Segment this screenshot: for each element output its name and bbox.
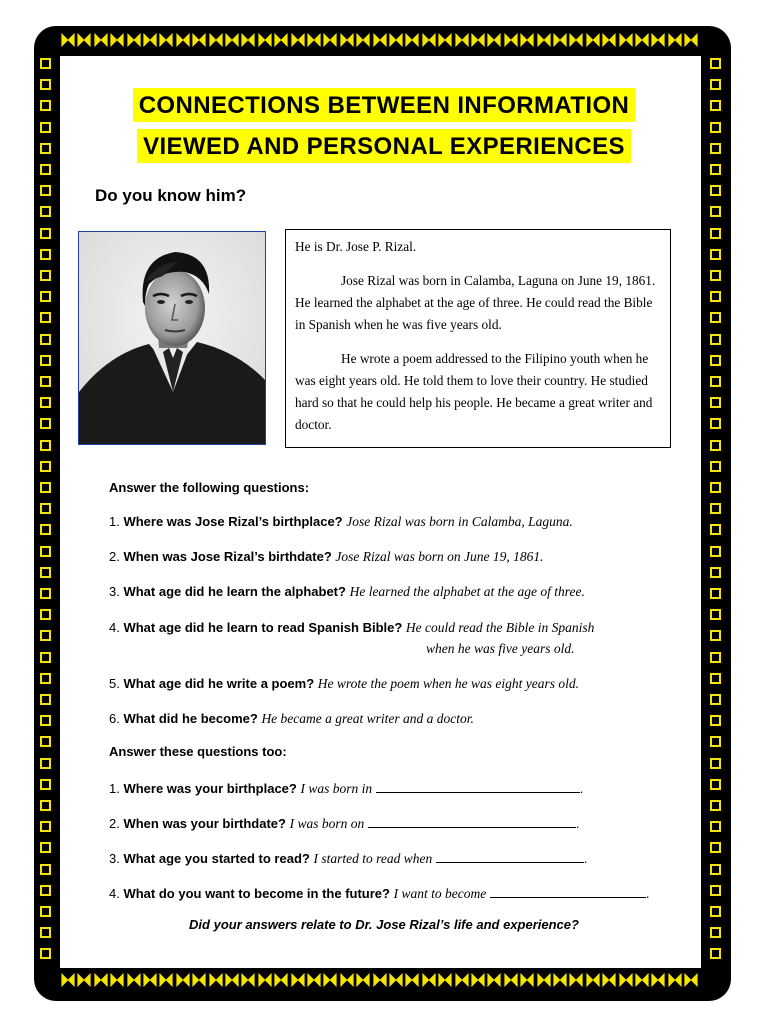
question-text: When was Jose Rizal’s birthdate? (123, 549, 332, 564)
border-square (710, 355, 721, 366)
border-ornament (486, 30, 502, 50)
border-ornament (667, 30, 683, 50)
border-square (40, 334, 51, 345)
border-ornament (454, 30, 470, 50)
border-ornament (552, 970, 568, 990)
border-square (710, 758, 721, 769)
answer-text: He learned the alphabet at the age of three. (349, 584, 585, 599)
question-number: 1. (109, 781, 120, 796)
answer-text: Jose Rizal was born on June 19, 1861. (335, 549, 544, 564)
answer-prompt: I started to read when (313, 851, 433, 866)
border-square (710, 524, 721, 535)
title-line-1: CONNECTIONS BETWEEN INFORMATION (133, 88, 636, 122)
question-number: 1. (109, 514, 120, 529)
border-ornament (388, 970, 404, 990)
border-ornament (76, 970, 92, 990)
section1-heading: Answer the following questions: (109, 480, 310, 495)
border-ornament (470, 30, 486, 50)
border-ornament (126, 970, 142, 990)
border-ornament (109, 30, 125, 50)
personal-question-item: 2. When was your birthdate? I was born on . (109, 816, 580, 831)
border-ornament (322, 30, 338, 50)
border-square (710, 864, 721, 875)
section2-heading: Answer these questions too: (109, 744, 287, 759)
border-ornament (175, 30, 191, 50)
border-square (40, 418, 51, 429)
border-ornament (667, 970, 683, 990)
border-square (40, 355, 51, 366)
border-ornament (585, 970, 601, 990)
border-ornament (568, 30, 584, 50)
border-square (710, 906, 721, 917)
border-ornament (142, 970, 158, 990)
border-ornament (519, 30, 535, 50)
border-square (40, 715, 51, 726)
border-square (710, 249, 721, 260)
border-ornament (76, 30, 92, 50)
answer-text: He became a great writer and a doctor. (261, 711, 474, 726)
border-square (40, 758, 51, 769)
border-square (40, 376, 51, 387)
worksheet-title (0, 88, 768, 163)
border-square (710, 291, 721, 302)
personal-question-item: 4. What do you want to become in the future? I want to become . (109, 886, 650, 901)
border-ornament (634, 970, 650, 990)
question-number: 6. (109, 711, 120, 726)
border-ornament (175, 970, 191, 990)
border-ornament (93, 970, 109, 990)
border-square (710, 821, 721, 832)
border-ornament (683, 970, 699, 990)
question-item (109, 549, 544, 565)
border-ornament (568, 970, 584, 990)
border-ornament (126, 30, 142, 50)
border-ornament (601, 970, 617, 990)
border-square (40, 588, 51, 599)
question-item (109, 514, 573, 530)
border-ornament (158, 30, 174, 50)
border-square (710, 885, 721, 896)
question-text: What do you want to become in the future? (123, 886, 390, 901)
right-square-border (710, 58, 726, 964)
border-ornament (142, 30, 158, 50)
border-square (710, 334, 721, 345)
border-square (710, 185, 721, 196)
bio-paragraph-2: He wrote a poem addressed to the Filipino youth when he was eight years old. He told them to love their country. He studied hard so that he could help his people. He became a great writer and doctor. (295, 351, 653, 432)
border-ornament (618, 970, 634, 990)
border-square (710, 609, 721, 620)
border-square (40, 397, 51, 408)
border-square (710, 440, 721, 451)
border-ornament (650, 970, 666, 990)
border-square (40, 630, 51, 641)
answer-prompt: I was born on (289, 816, 365, 831)
border-square (40, 291, 51, 302)
border-square (40, 461, 51, 472)
border-square (40, 546, 51, 557)
question-item (109, 676, 579, 692)
border-square (710, 546, 721, 557)
answer-blank[interactable] (490, 885, 646, 898)
border-square (40, 652, 51, 663)
border-ornament (273, 970, 289, 990)
border-ornament (470, 970, 486, 990)
border-square (710, 58, 721, 69)
border-square (40, 694, 51, 705)
border-square (710, 206, 721, 217)
border-square (40, 503, 51, 514)
border-square (710, 270, 721, 281)
border-ornament (503, 30, 519, 50)
portrait-image (78, 231, 266, 445)
border-square (40, 206, 51, 217)
border-square (40, 185, 51, 196)
border-square (710, 800, 721, 811)
question-text: What age did he write a poem? (123, 676, 315, 691)
border-ornament (503, 970, 519, 990)
portrait-illustration (79, 232, 266, 445)
border-square (710, 418, 721, 429)
question-text: Where was your birthplace? (123, 781, 297, 796)
border-ornament (306, 970, 322, 990)
question-number: 2. (109, 816, 120, 831)
border-ornament (437, 30, 453, 50)
border-ornament (224, 30, 240, 50)
question-number: 4. (109, 620, 120, 635)
question-item (109, 620, 594, 636)
border-ornament (290, 30, 306, 50)
border-square (710, 503, 721, 514)
closing-question: Did your answers relate to Dr. Jose Rizal’s life and experience? (189, 917, 579, 932)
border-square (40, 524, 51, 535)
subtitle: Do you know him? (95, 186, 247, 205)
border-ornament (208, 30, 224, 50)
border-square (40, 482, 51, 493)
border-ornament (93, 30, 109, 50)
answer-text-continued: when he was five years old. (426, 641, 575, 656)
answer-blank[interactable] (436, 850, 584, 863)
question-text: Where was Jose Rizal’s birthplace? (123, 514, 343, 529)
border-square (710, 652, 721, 663)
border-square (40, 864, 51, 875)
question-text: What age you started to read? (123, 851, 310, 866)
answer-text: Jose Rizal was born in Calamba, Laguna. (346, 514, 573, 529)
answer-continuation (426, 641, 574, 657)
border-square (710, 376, 721, 387)
question-number: 4. (109, 886, 120, 901)
personal-question-item: 3. What age you started to read? I started to read when . (109, 851, 588, 866)
border-square (710, 630, 721, 641)
border-square (710, 588, 721, 599)
border-square (40, 906, 51, 917)
border-square (710, 461, 721, 472)
border-ornament (257, 970, 273, 990)
border-ornament (437, 970, 453, 990)
border-ornament (191, 970, 207, 990)
border-square (40, 567, 51, 578)
border-ornament (109, 970, 125, 990)
border-square (710, 228, 721, 239)
border-square (40, 800, 51, 811)
top-ornament-band (60, 30, 701, 50)
border-ornament (552, 30, 568, 50)
border-square (710, 694, 721, 705)
border-ornament (650, 30, 666, 50)
question-number: 3. (109, 584, 120, 599)
question-number: 3. (109, 851, 120, 866)
border-ornament (404, 30, 420, 50)
border-ornament (454, 970, 470, 990)
border-square (40, 312, 51, 323)
border-ornament (273, 30, 289, 50)
title-line-2: VIEWED AND PERSONAL EXPERIENCES (137, 129, 631, 163)
answer-blank[interactable] (376, 780, 580, 793)
border-ornament (158, 970, 174, 990)
border-square (710, 312, 721, 323)
question-text: When was your birthdate? (123, 816, 286, 831)
border-ornament (372, 30, 388, 50)
border-ornament (519, 970, 535, 990)
border-ornament (257, 30, 273, 50)
personal-question-item: 1. Where was your birthplace? I was born in . (109, 781, 584, 796)
question-item (109, 584, 585, 600)
border-ornament (536, 970, 552, 990)
border-ornament (322, 970, 338, 990)
question-text: What age did he learn to read Spanish Bible? (123, 620, 403, 635)
border-square (710, 948, 721, 959)
border-square (710, 164, 721, 175)
border-square (40, 228, 51, 239)
border-ornament (240, 970, 256, 990)
bottom-ornament-band (60, 970, 701, 990)
border-square (40, 673, 51, 684)
border-ornament (618, 30, 634, 50)
border-square (40, 821, 51, 832)
border-ornament (339, 970, 355, 990)
bio-paragraph-1: Jose Rizal was born in Calamba, Laguna on June 19, 1861. He learned the alphabet at the age of three. He could read the Bible in Spanish when he was five years old. (295, 273, 656, 332)
border-square (710, 397, 721, 408)
border-square (40, 440, 51, 451)
border-ornament (404, 970, 420, 990)
border-square (40, 948, 51, 959)
border-ornament (306, 30, 322, 50)
border-ornament (683, 30, 699, 50)
question-text: What age did he learn the alphabet? (123, 584, 346, 599)
answer-text: He wrote the poem when he was eight years old. (317, 676, 580, 691)
border-square (40, 842, 51, 853)
border-ornament (634, 30, 650, 50)
border-ornament (421, 970, 437, 990)
border-ornament (388, 30, 404, 50)
question-text: What did he become? (123, 711, 258, 726)
border-ornament (60, 30, 76, 50)
border-square (40, 270, 51, 281)
border-ornament (224, 970, 240, 990)
border-square (40, 58, 51, 69)
border-ornament (355, 30, 371, 50)
question-item (109, 711, 474, 727)
border-square (40, 779, 51, 790)
border-square (710, 779, 721, 790)
border-square (40, 736, 51, 747)
border-ornament (536, 30, 552, 50)
question-number: 2. (109, 549, 120, 564)
answer-text: He could read the Bible in Spanish (405, 620, 595, 635)
border-ornament (208, 970, 224, 990)
border-square (710, 842, 721, 853)
border-ornament (60, 970, 76, 990)
border-ornament (372, 970, 388, 990)
border-square (710, 715, 721, 726)
left-square-border (40, 58, 56, 964)
border-ornament (355, 970, 371, 990)
answer-prompt: I want to become (393, 886, 487, 901)
border-ornament (486, 970, 502, 990)
border-ornament (421, 30, 437, 50)
border-square (710, 567, 721, 578)
border-square (40, 164, 51, 175)
border-ornament (585, 30, 601, 50)
answer-blank[interactable] (368, 815, 576, 828)
border-square (710, 736, 721, 747)
border-square (40, 609, 51, 620)
border-ornament (240, 30, 256, 50)
biography-box (285, 229, 671, 448)
border-ornament (191, 30, 207, 50)
border-square (710, 673, 721, 684)
border-square (710, 482, 721, 493)
border-ornament (290, 970, 306, 990)
border-square (40, 249, 51, 260)
border-ornament (601, 30, 617, 50)
border-square (40, 885, 51, 896)
answer-prompt: I was born in (300, 781, 373, 796)
bio-intro: He is Dr. Jose P. Rizal. (295, 239, 417, 254)
question-number: 5. (109, 676, 120, 691)
border-ornament (339, 30, 355, 50)
